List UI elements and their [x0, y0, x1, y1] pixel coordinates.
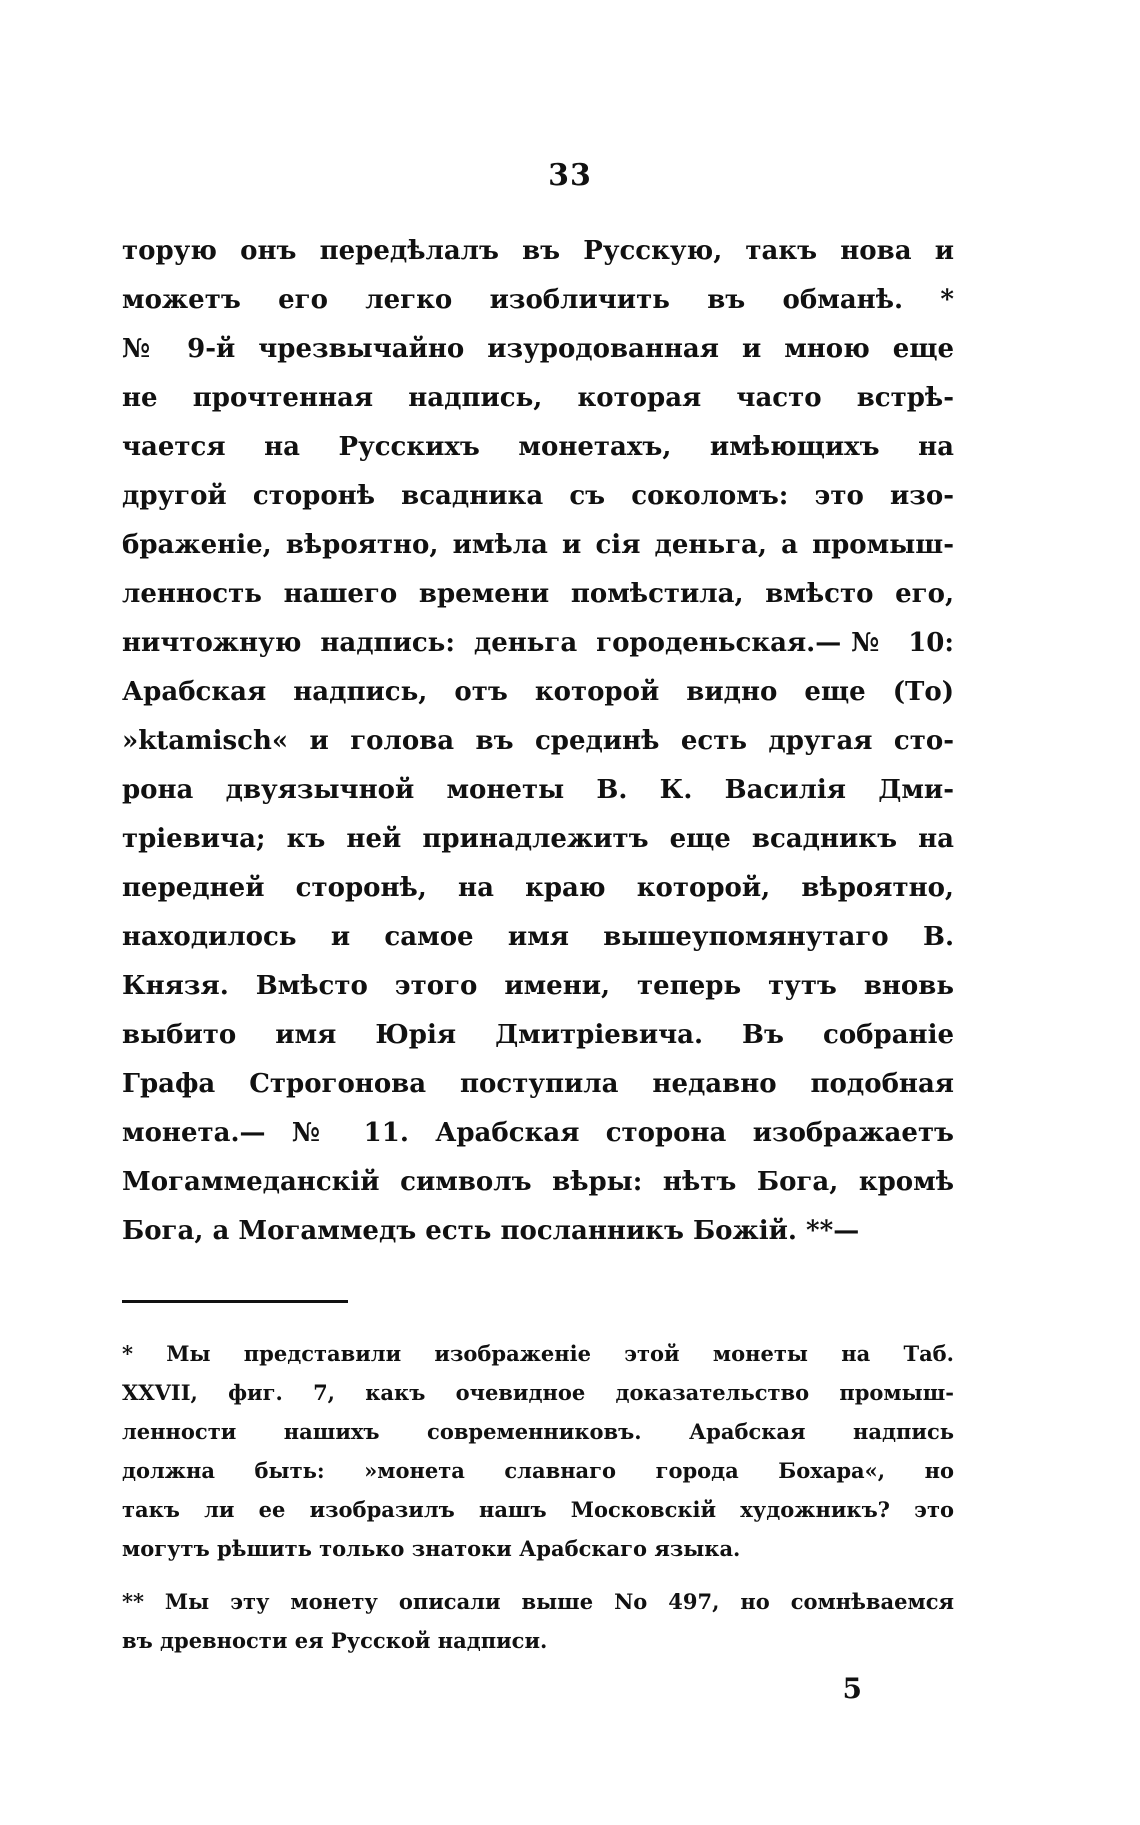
text-line: тріевича; къ ней принадлежитъ еще всадникъ на [122, 824, 954, 854]
text-line: ничтожную надпись: деньга городеньская.—№ 10: [122, 628, 954, 658]
main-text [122, 227, 954, 1256]
text-line: Могаммеданскій символъ вѣры: нѣтъ Бога, кромѣ [122, 1167, 954, 1197]
text-line: Князя. Вмѣсто этого имени, теперь тутъ вновь [122, 971, 954, 1001]
text-line: чается на Русскихъ монетахъ, имѣющихъ на [122, 432, 954, 462]
footnote-single-asterisk [122, 1334, 954, 1568]
footnote-double-asterisk [122, 1582, 954, 1660]
text-line: не прочтенная надпись, которая часто встрѣ- [122, 383, 954, 413]
footnote-line: * Мы представили изображеніе этой монеты на Таб. [122, 1341, 954, 1366]
text-line: находилось и самое имя вышеупомянутаго В. [122, 922, 954, 952]
footnote-line: ** Мы эту монету описали выше No 497, но сомнѣваемся [122, 1589, 954, 1614]
text-line: передней сторонѣ, на краю которой, вѣроятно, [122, 873, 954, 903]
footnotes [122, 1334, 954, 1674]
footnote-line: въ древности ея Русской надписи. [122, 1628, 548, 1653]
page-number: 33 [548, 158, 592, 193]
footnote-line: такъ ли ее изобразилъ нашъ Московскій художникъ? это [122, 1497, 954, 1522]
text-line: другой сторонѣ всадника съ соколомъ: это изо- [122, 481, 954, 511]
footnote-line: ленности нашихъ современниковъ. Арабская надпись [122, 1419, 954, 1444]
footnote-line: XXVII, фиг. 7, какъ очевидное доказательство промыш- [122, 1380, 954, 1405]
text-line: Арабская надпись, отъ которой видно еще (То) [122, 677, 954, 707]
text-line: ленность нашего времени помѣстила, вмѣсто его, [122, 579, 954, 609]
text-line: монета.— № 11. Арабская сторона изображаетъ [122, 1118, 954, 1148]
signature-mark: 5 [842, 1672, 862, 1705]
text-line: Бога, а Могаммедъ есть посланникъ Божій. **— [122, 1216, 860, 1246]
text-line: браженіе, вѣроятно, имѣла и сія деньга, а промыш- [122, 530, 954, 560]
footnote-line: должна быть: »монета славнаго города Бохара«, но [122, 1458, 954, 1483]
text-line: »ktamisch« и голова въ срединѣ есть другая сто- [122, 726, 954, 756]
text-line: № 9-й чрезвычайно изуродованная и мною еще [122, 334, 954, 364]
footnote-line: могутъ рѣшить только знатоки Арабскаго языка. [122, 1536, 741, 1561]
text-line: Графа Строгонова поступила недавно подобная [122, 1069, 954, 1099]
footnote-divider [122, 1300, 348, 1303]
text-line: торую онъ передѣлалъ въ Русскую, такъ нова и [122, 236, 954, 266]
text-line: выбито имя Юрія Дмитріевича. Въ собраніе [122, 1020, 954, 1050]
text-line: рона двуязычной монеты В. К. Василія Дми- [122, 775, 954, 805]
text-line: можетъ его легко изобличить въ обманѣ. * [122, 285, 954, 315]
